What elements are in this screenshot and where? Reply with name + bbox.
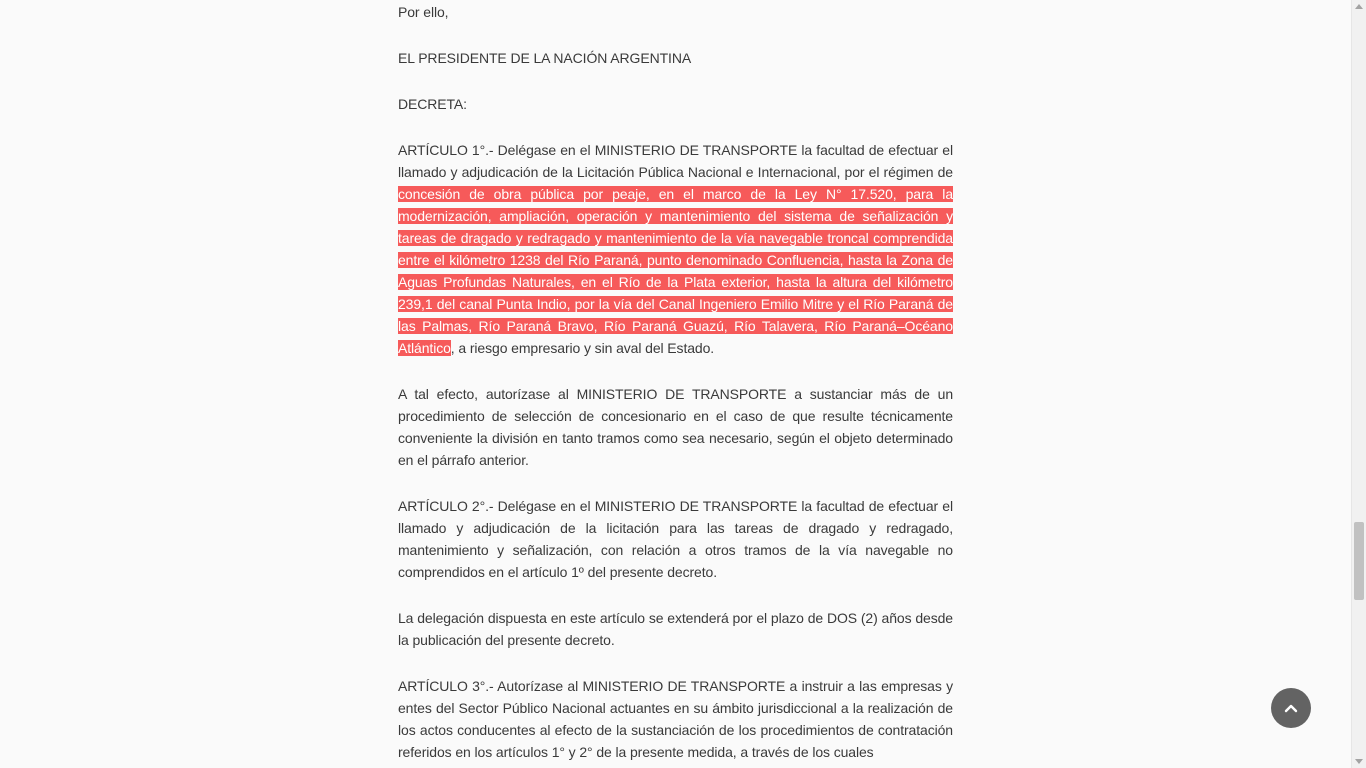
paragraph-por-ello: Por ello,: [398, 4, 449, 20]
scrollbar-thumb[interactable]: [1354, 522, 1364, 600]
chevron-up-icon: [1283, 700, 1299, 716]
back-to-top-button[interactable]: [1271, 688, 1311, 728]
articulo-1-text-after: , a riesgo empresario y sin aval del Estado.: [450, 340, 715, 356]
paragraph-tal-efecto: A tal efecto, autorízase al MINISTERIO DE TRANSPORTE a sustanciar más de un procedimiento de selección de concesionario en el caso de que resulte técnicamente conveniente la división en tanto tramos como sea necesario, según el objeto determinado en el párrafo anterior.: [398, 386, 953, 468]
paragraph-articulo-3: ARTÍCULO 3°.- Autorízase al MINISTERIO DE TRANSPORTE a instruir a las empresas y entes del Sector Público Nacional actuantes en su ámbito jurisdiccional a la realización de los actos conducentes al efecto de la sustanciación de los procedimientos de contratación referidos en los artículos 1° y 2° de la presente medida, a través de los cuales: [398, 678, 953, 760]
scroll-down-arrow-icon[interactable]: [1355, 759, 1363, 764]
scroll-up-arrow-icon[interactable]: [1355, 4, 1363, 9]
paragraph-delegacion: La delegación dispuesta en este artículo se extenderá por el plazo de DOS (2) años desde la publicación del presente decreto.: [398, 610, 953, 648]
highlighted-selection[interactable]: concesión de obra pública por peaje, en el marco de la Ley N° 17.520, para la modernización, ampliación, operación y mantenimiento del sistema de señalización y tareas de dragado y redragado y mantenimiento de la vía navegable troncal comprendida entre el kilómetro 1238 del Río Paraná, punto denominado Confluencia, hasta la Zona de Aguas Profundas Naturales, en el Río de la Plata exterior, hasta la altura del kilómetro 239,1 del canal Punta Indio, por la vía del Canal Ingeniero Emilio Mitre y el Río Paraná de las Palmas, Río Paraná Bravo, Río Paraná Guazú, Río Talavera, Río Paraná–Océano Atlántico: [398, 186, 953, 356]
paragraph-decreta: DECRETA:: [398, 96, 467, 112]
paragraph-articulo-1: [398, 139, 953, 359]
paragraph-articulo-2: ARTÍCULO 2°.- Delégase en el MINISTERIO DE TRANSPORTE la facultad de efectuar el llamado y adjudicación de la licitación para las tareas de dragado y redragado, mantenimiento y señalización, con relación a otros tramos de la vía navegable no comprendidos en el artículo 1º del presente decreto.: [398, 498, 953, 580]
vertical-scrollbar[interactable]: [1351, 0, 1366, 768]
articulo-1-text-before: ARTÍCULO 1°.- Delégase en el MINISTERIO DE TRANSPORTE la facultad de efectuar el llamado y adjudicación de la Licitación Pública Nacional e Internacional, por el régimen de: [398, 142, 953, 180]
paragraph-presidente: EL PRESIDENTE DE LA NACIÓN ARGENTINA: [398, 50, 692, 66]
decree-text: [398, 0, 953, 768]
